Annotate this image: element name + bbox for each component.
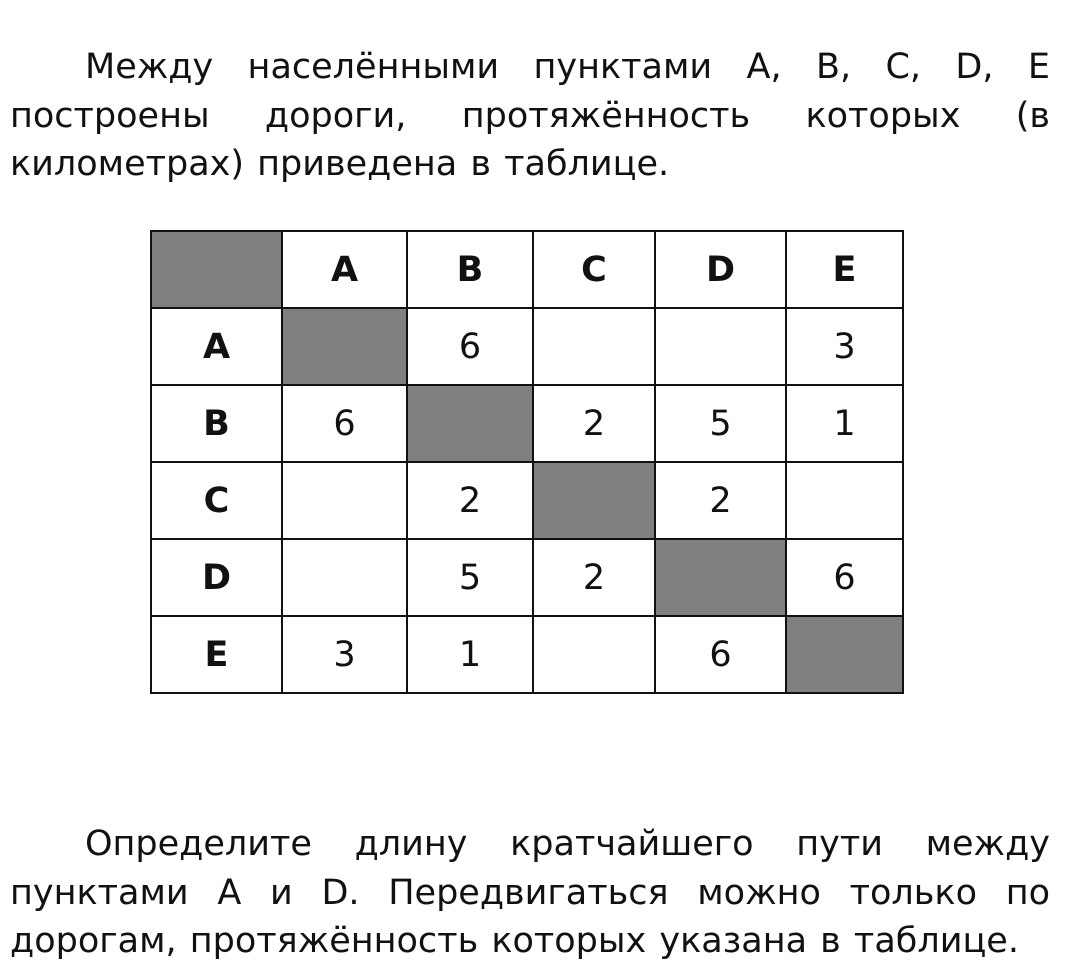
diagonal-cell: [533, 462, 655, 539]
table-row-e: [151, 616, 903, 693]
table-row-d: [151, 539, 903, 616]
column-header-e: E: [786, 231, 903, 308]
cell-a-d: [655, 308, 786, 385]
diagonal-cell: [786, 616, 903, 693]
cell-d-c: 2: [533, 539, 655, 616]
column-header-d: D: [655, 231, 786, 308]
distance-table: [150, 230, 904, 694]
diagonal-cell: [655, 539, 786, 616]
cell-e-d: 6: [655, 616, 786, 693]
question-paragraph: Определите длину кратчайшего пути между пунктами A и D. Передвигаться можно только по дорогам, протяжённость которых указана в таблице.: [10, 824, 1050, 961]
table-header-row: [151, 231, 903, 308]
corner-cell: [151, 231, 282, 308]
cell-e-c: [533, 616, 655, 693]
cell-d-a: [282, 539, 407, 616]
cell-a-c: [533, 308, 655, 385]
cell-b-e: 1: [786, 385, 903, 462]
diagonal-cell: [407, 385, 533, 462]
cell-d-e: 6: [786, 539, 903, 616]
cell-b-c: 2: [533, 385, 655, 462]
table-row-a: [151, 308, 903, 385]
column-header-a: A: [282, 231, 407, 308]
column-header-c: C: [533, 231, 655, 308]
cell-a-b: 6: [407, 308, 533, 385]
cell-c-e: [786, 462, 903, 539]
cell-b-a: 6: [282, 385, 407, 462]
column-header-b: B: [407, 231, 533, 308]
cell-a-e: 3: [786, 308, 903, 385]
table-row-c: [151, 462, 903, 539]
cell-b-d: 5: [655, 385, 786, 462]
cell-e-b: 1: [407, 616, 533, 693]
cell-e-a: 3: [282, 616, 407, 693]
row-header-c: C: [151, 462, 282, 539]
row-header-d: D: [151, 539, 282, 616]
cell-c-a: [282, 462, 407, 539]
cell-d-b: 5: [407, 539, 533, 616]
table-row-b: [151, 385, 903, 462]
cell-c-b: 2: [407, 462, 533, 539]
cell-c-d: 2: [655, 462, 786, 539]
row-header-a: A: [151, 308, 282, 385]
row-header-e: E: [151, 616, 282, 693]
intro-paragraph: Между населёнными пунктами A, B, C, D, E построены дороги, протяжённость которых (в километрах) приведена в таблице.: [10, 47, 1050, 184]
row-header-b: B: [151, 385, 282, 462]
diagonal-cell: [282, 308, 407, 385]
